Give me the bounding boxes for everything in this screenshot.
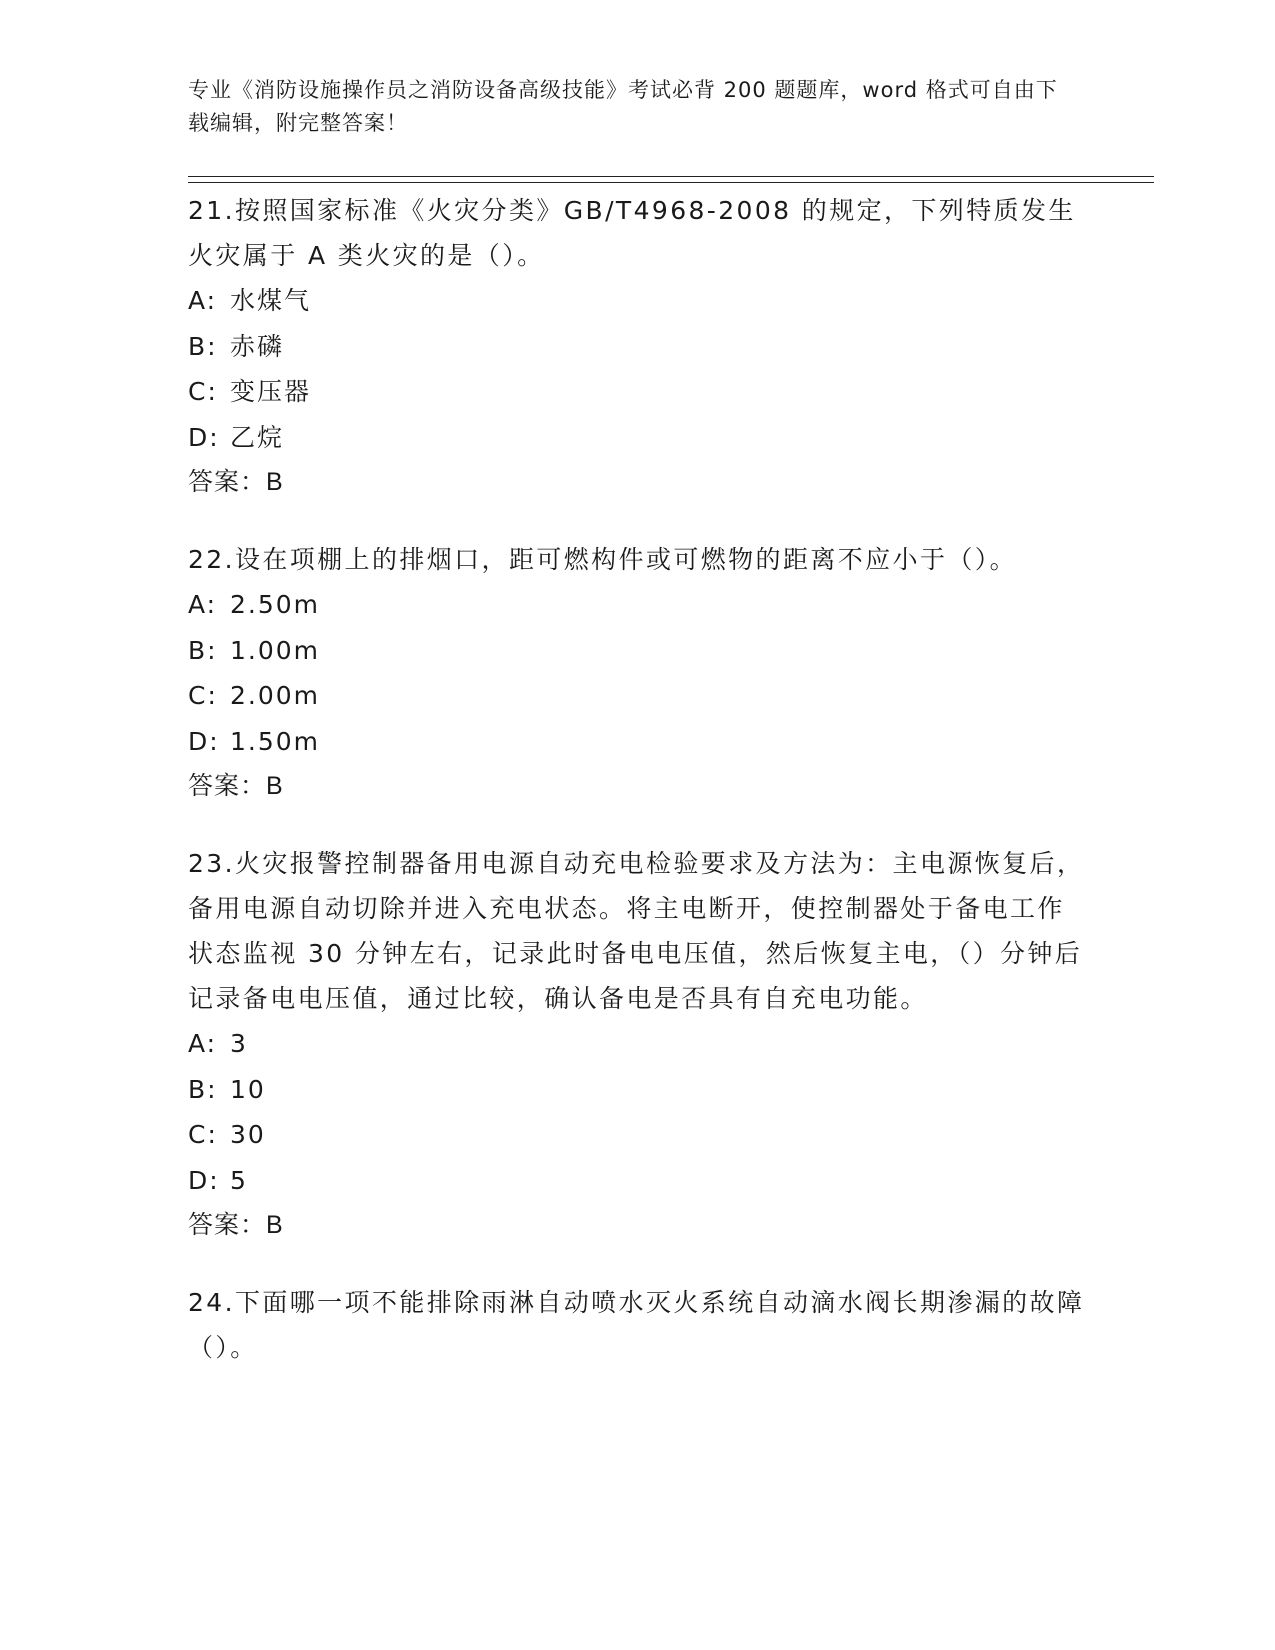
document-header: 专业《消防设施操作员之消防设备高级技能》考试必背 200 题题库，word 格式可自由下载编辑，附完整答案！ (188, 78, 1058, 135)
header-divider-top (188, 176, 1154, 177)
option-text: 1.00m (230, 635, 321, 665)
option-label: A: (188, 590, 218, 619)
option-d (188, 1158, 1088, 1204)
option-b (188, 1067, 1088, 1113)
option-text: 5 (230, 1165, 248, 1195)
question-list (188, 188, 1088, 1402)
question-stem: 24.下面哪一项不能排除雨淋自动喷水灭火系统自动滴水阀长期渗漏的故障（）。 (188, 1288, 1085, 1362)
option-label: C: (188, 681, 218, 710)
option-text: 水煤气 (230, 286, 312, 315)
option-label: B: (188, 1074, 218, 1104)
option-text: 1.50m (230, 726, 321, 756)
question-23 (188, 841, 1088, 1248)
option-text: 2.00m (230, 681, 321, 710)
option-text: 赤磷 (230, 331, 285, 361)
option-text: 变压器 (230, 377, 312, 406)
answer-line: 答案：B (188, 1211, 284, 1239)
option-a (188, 582, 1088, 628)
answer-line: 答案：B (188, 468, 284, 496)
option-label: A: (188, 286, 218, 315)
option-d (188, 415, 1088, 461)
option-text: 乙烷 (230, 422, 285, 452)
option-text: 30 (230, 1120, 266, 1149)
option-d (188, 719, 1088, 765)
option-c (188, 673, 1088, 719)
header-divider-bottom (188, 182, 1154, 183)
option-b (188, 324, 1088, 370)
question-22 (188, 537, 1088, 809)
option-label: B: (188, 635, 218, 665)
option-a (188, 278, 1088, 324)
answer-line: 答案：B (188, 772, 284, 800)
question-stem: 21.按照国家标准《火灾分类》GB/T4968-2008 的规定，下列特质发生火灾属于 A 类火灾的是（）。 (188, 196, 1076, 270)
option-a (188, 1021, 1088, 1067)
question-stem: 23.火灾报警控制器备用电源自动充电检验要求及方法为：主电源恢复后，备用电源自动切除并进入充电状态。将主电断开，使控制器处于备电工作状态监视 30 分钟左右，记录此时备电电压值，然后恢复主电，（）分钟后记录备电电压值，通过比较，确认备电是否具有自充电功能。 (188, 849, 1085, 1013)
option-label: C: (188, 377, 218, 406)
option-c (188, 1112, 1088, 1158)
option-c (188, 369, 1088, 415)
question-stem: 22.设在项棚上的排烟口，距可燃构件或可燃物的距离不应小于（）。 (188, 545, 1018, 574)
option-text: 2.50m (230, 590, 321, 619)
question-24 (188, 1280, 1088, 1370)
question-21 (188, 188, 1088, 505)
option-label: D: (188, 1165, 220, 1195)
option-label: B: (188, 331, 218, 361)
option-text: 10 (230, 1074, 266, 1104)
option-label: D: (188, 726, 220, 756)
option-label: A: (188, 1029, 218, 1058)
option-text: 3 (230, 1029, 248, 1058)
option-b (188, 628, 1088, 674)
option-label: D: (188, 422, 220, 452)
option-label: C: (188, 1120, 218, 1149)
